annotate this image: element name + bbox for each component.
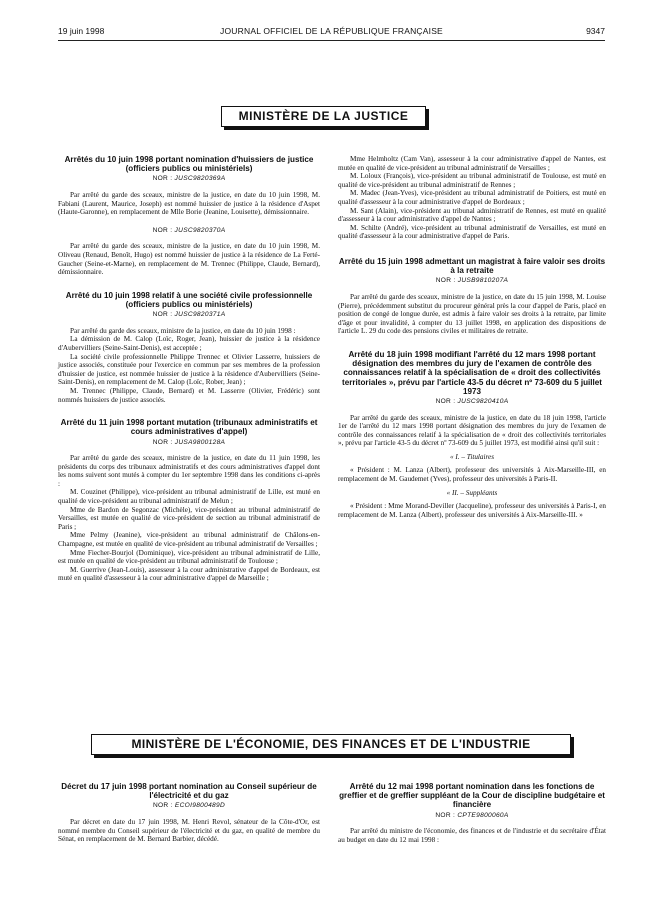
paragraph: M. Couzinet (Philippe), vice-président au tribunal administratif de Lille, est muté en qualité de vice-président au tribunal administratif de Melun ; — [58, 488, 320, 506]
arrete-retraite-title: Arrêté du 15 juin 1998 admettant un magistrat à faire valoir ses droits à la retraite — [338, 256, 606, 276]
paragraph: « Président : M. Lanza (Albert), professeur des universités à Aix-Marseille-III, en remplacement de M. Gaudemet (Yves), professeur des universités à Paris-II. — [338, 466, 606, 484]
paragraph: Par arrêté du garde des sceaux, ministre de la justice, en date du 15 juin 1998, M. Louise (Pierre), précédemment substitut du procureur général près la cour d'appel de Paris, placé en position de congé de longue durée, est admis à faire valoir ses droits à la retraite, par limite d'âge et pour invalidité, à compter du 13 juillet 1998, en application des dispositions de l'article L. 29 du code des pensions civiles et militaires de retraite. — [338, 292, 606, 336]
paragraph: M. Madec (Jean-Yves), vice-président au tribunal administratif de Poitiers, est muté en qualité d'assesseur à la cour administrative d'appel de Bordeaux ; — [338, 189, 606, 206]
paragraph: La société civile professionnelle Philippe Trennec et Olivier Lasserre, huissiers de justice associés, constituée pour l'exercice en commun par ses membres de la profession d'huissier de justice, est nommée huissier de justice à la résidence d'Aubervilliers (Seine-Saint-Denis), en remplacement de M. Calop (Loïc, Rober, Jean) ; — [58, 352, 320, 387]
nor-code: CPTE9800060A — [457, 811, 509, 819]
nor-code: JUSA9800128A — [174, 438, 226, 446]
arrete-scp-title: Arrêté du 10 juin 1998 relatif à une société civile professionnelle (officiers publics ou ministériels) — [65, 290, 313, 309]
arrete-huissiers-title: Arrêtés du 10 juin 1998 portant nomination d'huissiers de justice (officiers publics ou ministériels) — [64, 155, 314, 174]
paragraph: Par arrêté du garde des sceaux, ministre de la justice, en date du 11 juin 1998, les présidents du corps des tribunaux administratifs et des cours administratives d'appel dont les noms suivent sont mutés à compter du 1er septembre 1998 dans les conditions ci-après : — [58, 454, 320, 488]
decret-conseil-title: Décret du 17 juin 1998 portant nomination au Conseil supérieur de l'électricité et du gaz — [61, 782, 317, 801]
ministry-economie-heading: MINISTÈRE DE L'ÉCONOMIE, DES FINANCES ET DE L'INDUSTRIE — [91, 734, 571, 755]
nor-label: NOR : — [152, 175, 173, 183]
paragraph: M. Sant (Alain), vice-président au tribunal administratif de Rennes, est muté en qualité d'assesseur à la cour administrative d'appel de Nantes ; — [338, 206, 606, 224]
left-column — [58, 155, 320, 583]
nor-reference — [338, 277, 606, 286]
paragraph: « Président : Mme Morand-Deviller (Jacqueline), professeur des universités à Paris-I, en remplacement de M. Lanza (Albert), professeur des universités à Aix-Marseille-III. » — [338, 502, 606, 519]
paragraph: Mme Helmholtz (Cam Van), assesseur à la cour administrative d'appel de Nantes, est mutée en qualité de vice-président au tribunal administratif de Versailles ; — [338, 155, 606, 172]
right-column — [338, 155, 606, 519]
paragraph: Par arrêté du garde des sceaux, ministre de la justice, en date du 10 juin 1998, M. Fabiani (Laurent, Maurice, Joseph) est nommé huissier de justice à la résidence d'Aspet (Haute-Garonne), en remplacement de Mlle Borie (Jeanine, Louisette), démissionnaire. — [58, 191, 320, 217]
nor-reference — [338, 812, 606, 821]
paragraph: M. Trennec (Philippe, Claude, Bernard) et M. Lasserre (Olivier, Frédéric) sont nommés huissiers de justice associés. — [58, 386, 320, 404]
nor-reference — [58, 227, 320, 236]
paragraph: Par arrêté du garde des sceaux, ministre de la justice, en date du 18 juin 1998, l'article 1er de l'arrêté du 12 mars 1998 portant désignation des membres du jury de l'examen de contrôle des connaissances relatif à la spécialisation de « droit des collectivités territoriales », prévu par l'article 43-5 du décret nº 73-609 du 5 juillet 1973, est modifié ainsi qu'il suit : — [338, 413, 606, 448]
paragraph: Mme Pelmy (Jeanine), vice-président au tribunal administratif de Châlons-en-Champagne, est mutée en qualité de vice-président au tribunal administratif de Versailles ; — [58, 531, 320, 549]
arrete-mutation-title: Arrêté du 11 juin 1998 portant mutation (tribunaux administratifs et cours administratives d'appel) — [60, 418, 318, 437]
paragraph: M. Loloux (François), vice-président au tribunal administratif de Toulouse, est muté en qualité de vice-président au tribunal administratif de Rennes ; — [338, 172, 606, 189]
paragraph: Mme Fiecher-Bourjol (Dominique), vice-président au tribunal administratif de Lille, est mutée en qualité de vice-président au tribunal administratif de Toulouse ; — [58, 548, 320, 566]
ministry-justice-heading: MINISTÈRE DE LA JUSTICE — [221, 106, 426, 127]
paragraph: La démission de M. Calop (Loïc, Roger, Jean), huissier de justice à la résidence d'Aubervilliers (Seine-Saint-Denis), est acceptée ; — [58, 335, 320, 352]
nor-label: NOR : — [152, 438, 173, 446]
nor-code: JUSC9820370A — [174, 226, 226, 234]
nor-reference — [58, 439, 320, 448]
suppleants-heading: « II. – Suppléants — [446, 488, 498, 497]
paragraph: M. Guerrive (Jean-Louis), assesseur à la cour administrative d'appel de Bordeaux, est muté en qualité d'assesseur à la cour administrative d'appel de Marseille ; — [58, 565, 320, 583]
nor-reference — [338, 398, 606, 407]
nor-code: ECOI9800489D — [174, 802, 226, 810]
header-date: 19 juin 1998 — [58, 26, 105, 36]
paragraph: M. Schilte (André), vice-président au tribunal administratif de Versailles, est muté en qualité d'assesseur à la cour administrative d'appel de Paris. — [338, 223, 606, 241]
nor-label: NOR : — [435, 811, 456, 819]
nor-code: JUSC9820371A — [174, 311, 226, 319]
page-header — [58, 26, 605, 40]
nor-label: NOR : — [152, 802, 173, 810]
paragraph: Par arrêté du garde des sceaux, ministre de la justice, en date du 10 juin 1998, M. Oliveau (Renaud, Benoît, Hugo) est nommé huissier de justice à la résidence de La Ferté-Gaucher (Seine-et-Marne), en remplacement de M. Trennec (Philippe, Claude, Bernard), démissionnaire. — [58, 242, 320, 277]
paragraph: Mme de Bardon de Segonzac (Michèle), vice-président au tribunal administratif de Versailles, est mutée en qualité de vice-président de section au tribunal administratif de Paris ; — [58, 505, 320, 531]
header-journal-title: JOURNAL OFFICIEL DE LA RÉPUBLIQUE FRANÇAISE — [220, 26, 443, 36]
arrete-jury-title: Arrêté du 18 juin 1998 modifiant l'arrêté du 12 mars 1998 portant désignation des membres du jury de l'examen de contrôle des connaissances relatif à la spécialisation de « droit des collectivités territoriales », prévu par l'article 43-5 du décret nº 73-609 du 5 juillet 1973 — [342, 349, 602, 396]
nor-reference — [58, 175, 320, 184]
arrete-greffier-title: Arrêté du 12 mai 1998 portant nomination dans les fonctions de greffier et de greffier suppléant de la Cour de discipline budgétaire et financière — [339, 782, 605, 810]
nor-reference — [58, 311, 320, 320]
nor-reference — [58, 802, 320, 811]
bottom-left-column — [58, 782, 320, 844]
nor-code: JUSC9820410A — [457, 397, 509, 405]
header-rule — [58, 40, 605, 41]
paragraph: Par arrêté du garde des sceaux, ministre de la justice, en date du 10 juin 1998 : — [70, 326, 296, 335]
nor-code: JUSB9810207A — [457, 277, 509, 285]
nor-label: NOR : — [152, 311, 173, 319]
nor-label: NOR : — [435, 277, 456, 285]
nor-code: JUSC9820369A — [174, 175, 226, 183]
titulaires-heading: « I. – Titulaires — [449, 452, 495, 461]
nor-label: NOR : — [435, 397, 456, 405]
paragraph: Par décret en date du 17 juin 1998, M. Henri Revol, sénateur de la Côte-d'Or, est nommé membre du Conseil supérieur de l'électricité et du gaz, en qualité de membre du Sénat, en remplacement de M. Bernard Barbier, décédé. — [58, 818, 320, 844]
bottom-right-column — [338, 782, 606, 844]
header-page-number: 9347 — [586, 26, 605, 36]
nor-label: NOR : — [152, 226, 173, 234]
paragraph: Par arrêté du ministre de l'économie, des finances et de l'industrie et du secrétaire d'État au budget en date du 12 mai 1998 : — [338, 827, 606, 844]
